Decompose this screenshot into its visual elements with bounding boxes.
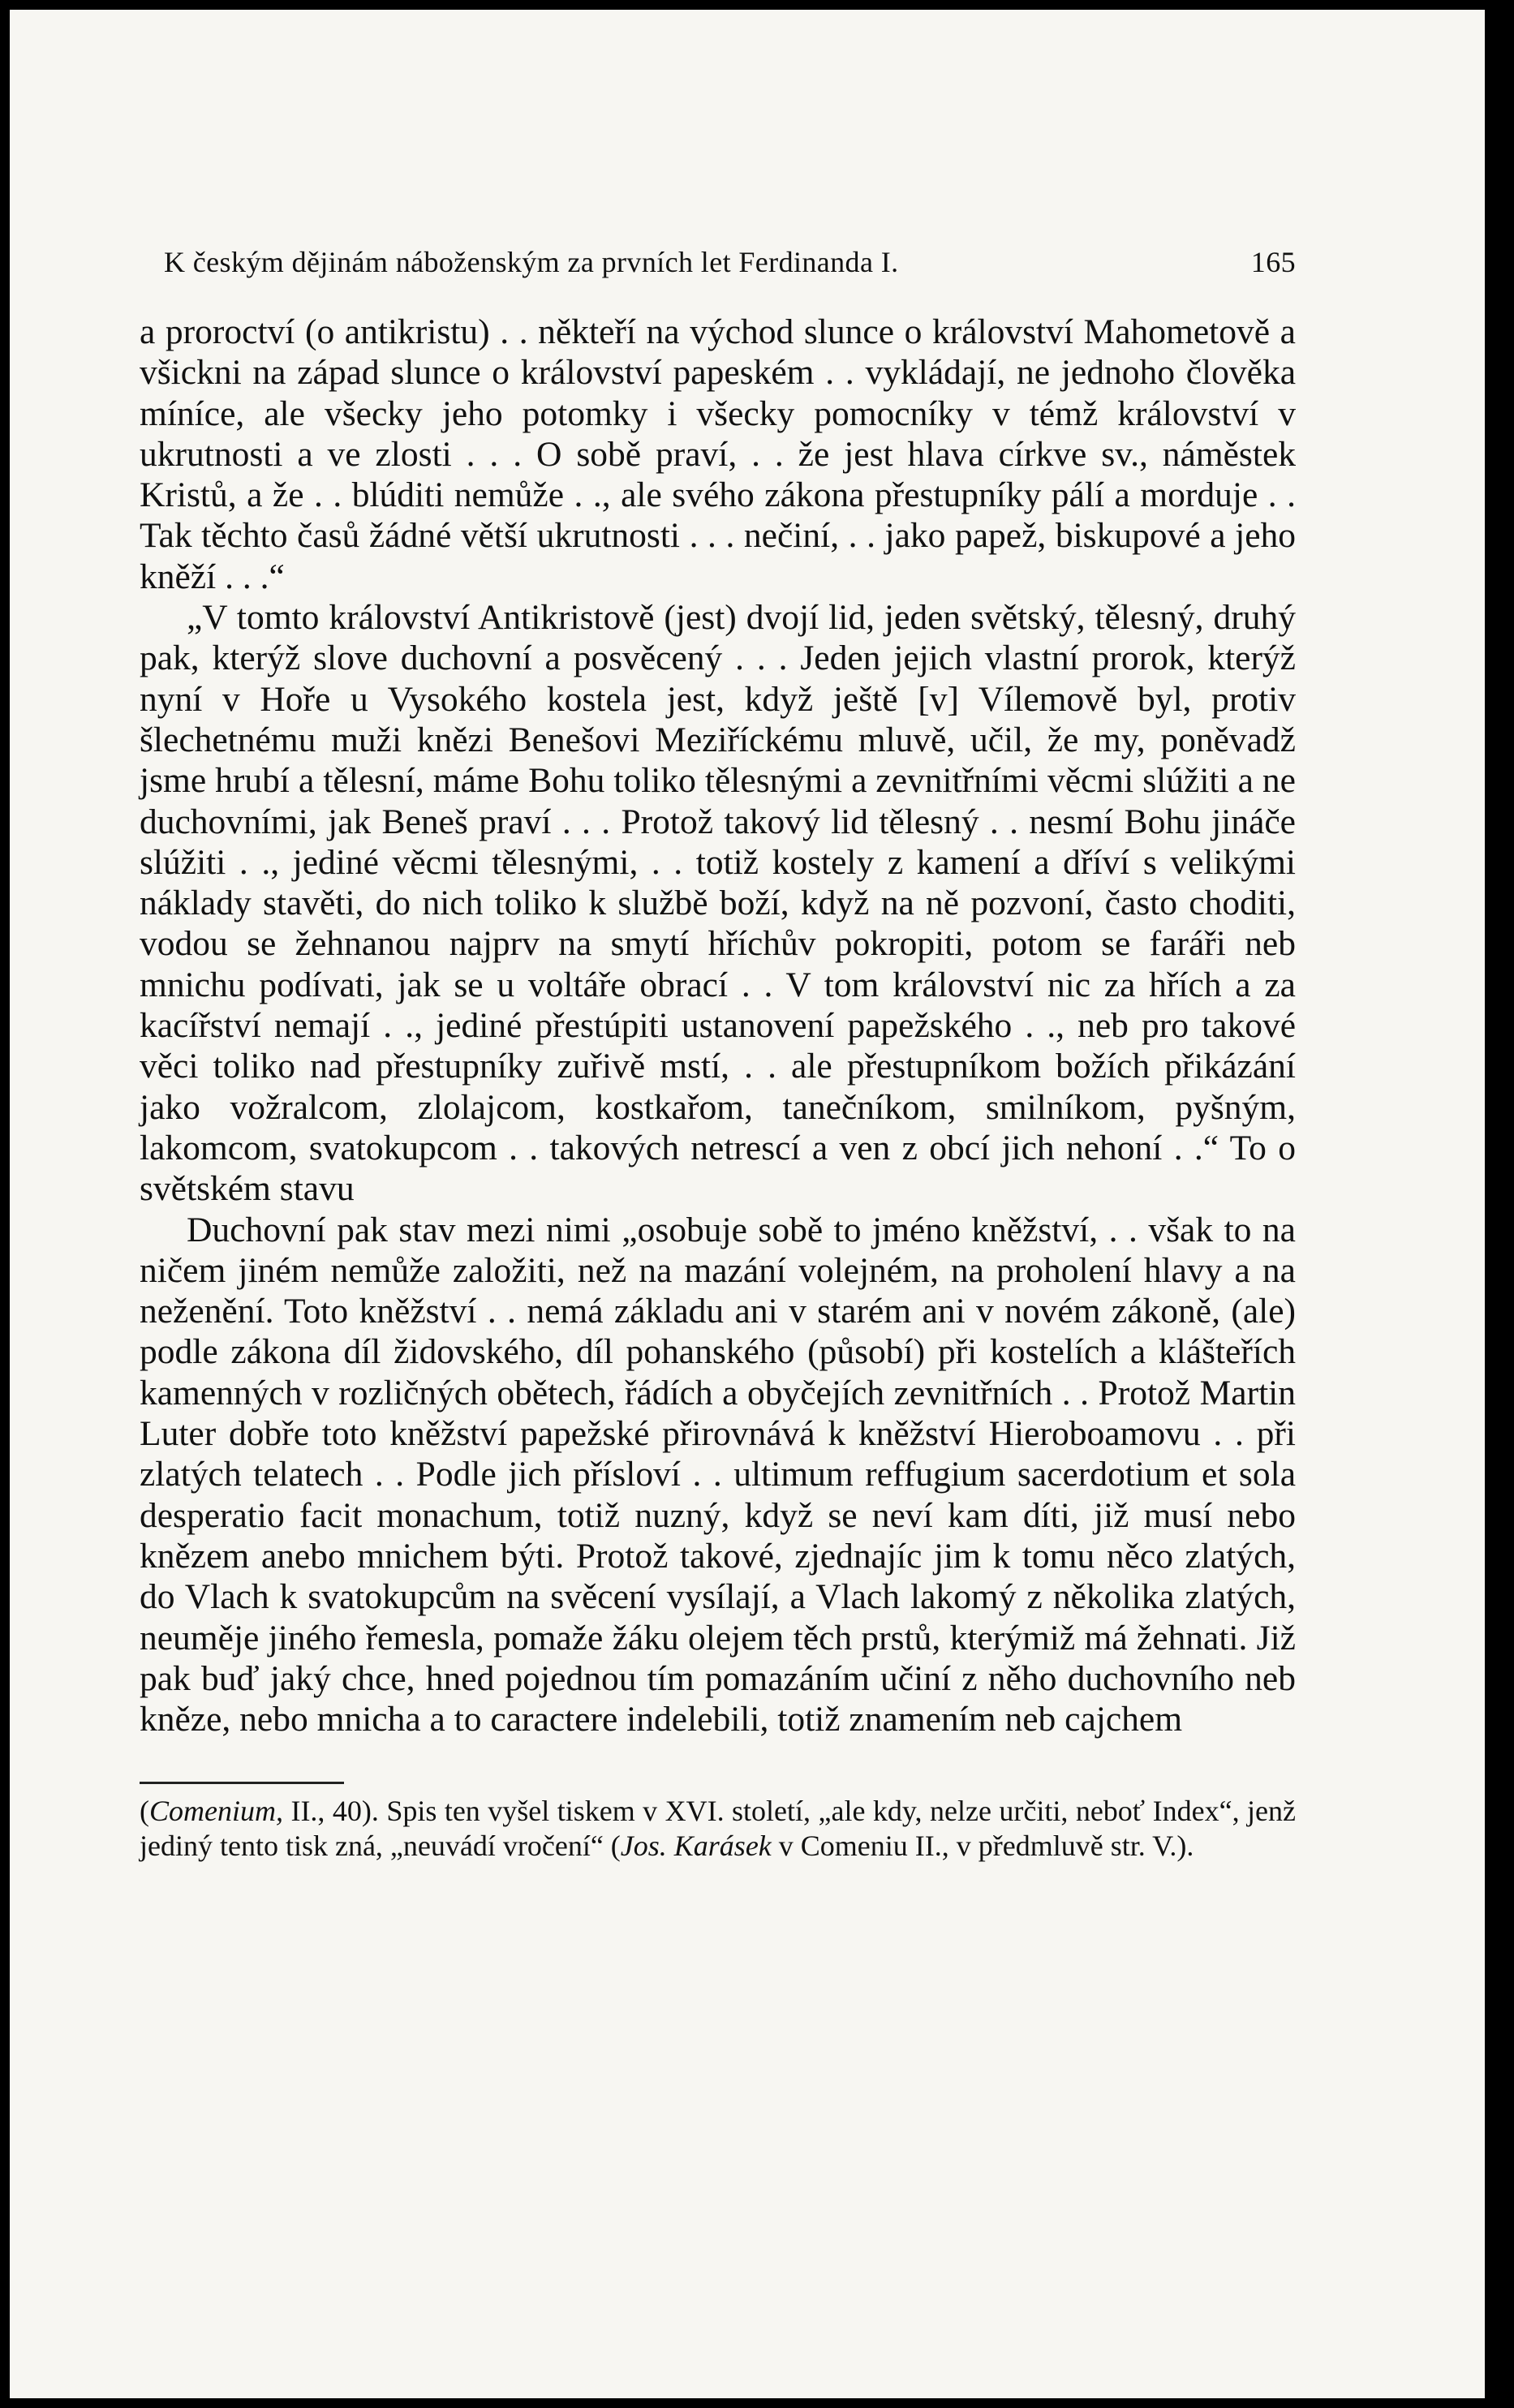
paragraph-1: a proroctví (o antikristu) . . někteří na východ slunce o království Mahometově a všickni na západ slunce o království papeském . . vykládají, ne jednoho člověka míníce, ale všecky jeho potomky i všecky pomocníky v témž království v ukrutnosti a ve zlosti . . . O sobě praví, . . že jest hlava církve sv., náměstek Kristů, a že . . blúditi nemůže . ., ale svého zákona přestupníky pálí a morduje . . Tak těchto časů žádné větší ukrutnosti . . . nečiní, . . jako papež, biskupové a jeho kněží . . .“	[140, 312, 1296, 596]
page-content	[140, 245, 1296, 1864]
footnote-open-paren: (	[140, 1795, 149, 1828]
footnote-text-1: II., 40). Spis ten vyšel tiskem v XVI. století, „ale kdy, nelze určiti, neboť Index“, jenž jediný tento tisk zná, „neuvádí vročení“ (	[140, 1795, 1296, 1863]
page-number: 165	[1250, 246, 1296, 278]
book-page	[10, 10, 1485, 2398]
footnote-text-2: v Comeniu II., v předmluvě str. V.).	[771, 1830, 1194, 1863]
footnote-rule	[140, 1782, 344, 1784]
footnote-author: Jos. Karásek	[620, 1830, 772, 1863]
body-text	[140, 312, 1296, 1739]
paragraph-3: Duchovní pak stav mezi nimi „osobuje sobě to jméno kněžství, . . však to na ničem jiném nemůže založiti, než na mazání volejném, na proholení hlavy a na neženění. Toto kněžství . . nemá základu ani v starém ani v novém zákoně, (ale) podle zákona díl židovského, díl pohanského (působí) při kostelích a klášteřích kamenných v rozličných obětech, řádích a obyčejích zevnitřních . . Protož Martin Luter dobře toto kněžství papežské přirovnává k kněžství Hieroboamovu . . při zlatých telatech . . Podle jich přísloví . . ultimum reffugium sacerdotium et sola desperatio facit monachum, totiž nuzný, když se neví kam díti, již musí nebo knězem anebo mnichem býti. Protož takové, zjednajíc jim k tomu něco zlatých, do Vlach k svatokupcům na svěcení vysílají, a Vlach lakomý z několika zlatých, neuměje jiného řemesla, pomaže žáku olejem těch prstů, kterýmiž má žehnati. Již pak buď jaký chce, hned pojednou tím pomazáním učiní z něho duchovního neb kněze, nebo mnicha a to caractere indelebili, totiž znamením neb cajchem	[140, 1210, 1296, 1739]
footnote-work-title: Comenium,	[149, 1795, 283, 1828]
paragraph-2: „V tomto království Antikristově (jest) dvojí lid, jeden světský, tělesný, druhý pak, kterýž slove duchovní a posvěcený . . . Jeden jejich vlastní prorok, kterýž nyní v Hoře u Vysokého kostela jest, když ještě [v] Vílemově byl, protiv šlechetnému muži knězi Benešovi Meziříckému mluvě, učil, že my, poněvadž jsme hrubí a tělesní, máme Bohu toliko tělesnými a zevnitřními věcmi slúžiti a ne duchovními, jak Beneš praví . . . Protož takový lid tělesný . . nesmí Bohu jináče slúžiti . ., jediné věcmi tělesnými, . . totiž kostely z kamení a dříví s velikými náklady stavěti, do nich toliko k službě boží, když na ně pozvoní, často choditi, vodou se žehnanou najprv na smytí hříchův pokropiti, potom se faráři neb mnichu podívati, jak se u voltáře obrací . . V tom království nic za hřích a za kacířství nemají . ., jediné přestúpiti ustanovení papežského . ., neb pro takové věci toliko nad přestupníky zuřivě mstí, . . ale přestupníkom božích přikázání jako vožralcom, zlolajcom, kostkařom, tanečníkom, smilníkom, pyšným, lakomcom, svatokupcom . . takových netrescí a ven z obcí jich nehoní . .“ To o světském stavu	[140, 598, 1296, 1209]
footnote	[140, 1794, 1296, 1864]
running-title: K českým dějinám náboženským za prvních let Ferdinanda I.	[164, 246, 899, 278]
running-head	[140, 245, 1296, 279]
